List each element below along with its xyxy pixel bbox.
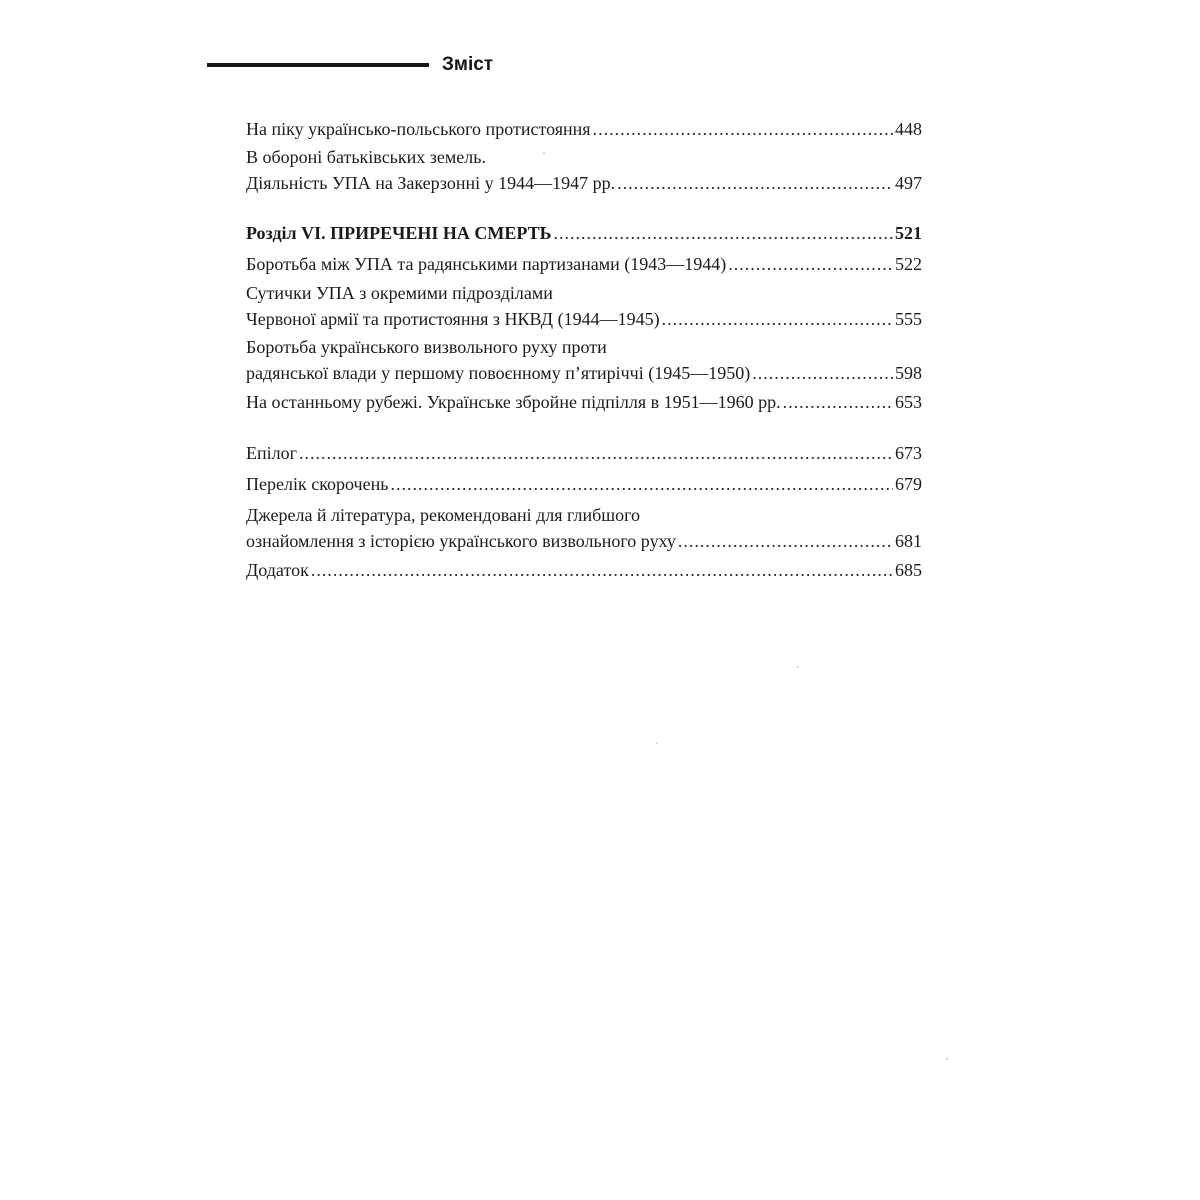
- toc-entry-page: 679: [895, 474, 922, 494]
- toc-entry-page: 673: [895, 443, 922, 463]
- dot-leader: [593, 116, 893, 142]
- dot-leader: [678, 528, 893, 554]
- toc-entry: [246, 116, 922, 142]
- toc-entry: [246, 557, 922, 583]
- toc-entry: [246, 251, 922, 277]
- toc-entry-title: Боротьба між УПА та радянськими партизанами (1943—1944): [246, 254, 727, 274]
- toc-entry: [246, 502, 922, 554]
- paper-speck: [656, 742, 658, 744]
- paper-speck: [946, 1058, 948, 1060]
- page-title: Зміст: [442, 54, 494, 75]
- toc-entry-title: Червоної армії та протистояння з НКВД (1944—1945): [246, 309, 660, 329]
- toc-entry: [246, 280, 922, 332]
- toc-entry-title: Епілог: [246, 443, 297, 463]
- toc-entry-page: 522: [895, 254, 922, 274]
- toc-section-heading: [246, 220, 922, 246]
- toc-entry-title-line1: Сутички УПА з окремими підрозділами: [246, 283, 553, 303]
- toc-entry-title: Розділ VI. ПРИРЕЧЕНІ НА СМЕРТЬ: [246, 223, 552, 243]
- toc-entry: [246, 389, 922, 415]
- toc-entry-page: 448: [895, 119, 922, 139]
- toc-entry-title-line1: Боротьба українського визвольного руху проти: [246, 337, 607, 357]
- toc-entry: [246, 144, 922, 196]
- toc-entry-title: На піку українсько-польського протистояння: [246, 119, 591, 139]
- toc-entry-title-line1: Джерела й література, рекомендовані для глибшого: [246, 505, 641, 525]
- dot-leader: [728, 251, 893, 277]
- toc-entry-title-line1: В обороні батьківських земель.: [246, 147, 486, 167]
- toc-entry: [246, 471, 922, 497]
- dot-leader: [783, 389, 893, 415]
- dot-leader: [662, 306, 893, 332]
- toc-entry-title: Додаток: [246, 560, 309, 580]
- toc-entry-page: 685: [895, 560, 922, 580]
- toc-entry-title: радянської влади у першому повоєнному п’ятиріччі (1945—1950): [246, 363, 751, 383]
- toc-entry: [246, 440, 922, 466]
- paper-speck: [543, 152, 545, 154]
- dot-leader: [299, 440, 893, 466]
- toc-entry-page: 555: [895, 309, 922, 329]
- toc-entry-title: Перелік скорочень: [246, 474, 389, 494]
- toc-entry-title: Діяльність УПА на Закерзонні у 1944—1947 рр.: [246, 173, 616, 193]
- toc-entry-page: 598: [895, 363, 922, 383]
- dot-leader: [390, 471, 893, 497]
- toc-entry-title: На останньому рубежі. Українське збройне підпілля в 1951—1960 рр.: [246, 392, 781, 412]
- header-rule: [207, 63, 429, 67]
- toc-entry-page: 521: [895, 223, 922, 243]
- toc-entry-page: 681: [895, 531, 922, 551]
- dot-leader: [752, 360, 893, 386]
- toc-entry-page: 653: [895, 392, 922, 412]
- toc-entry-page: 497: [895, 173, 922, 193]
- paper-speck: [797, 666, 799, 668]
- dot-leader: [554, 220, 894, 246]
- toc-entry: [246, 334, 922, 386]
- dot-leader: [617, 170, 893, 196]
- toc-entry-title: ознайомлення з історією українського визвольного руху: [246, 531, 676, 551]
- dot-leader: [311, 557, 893, 583]
